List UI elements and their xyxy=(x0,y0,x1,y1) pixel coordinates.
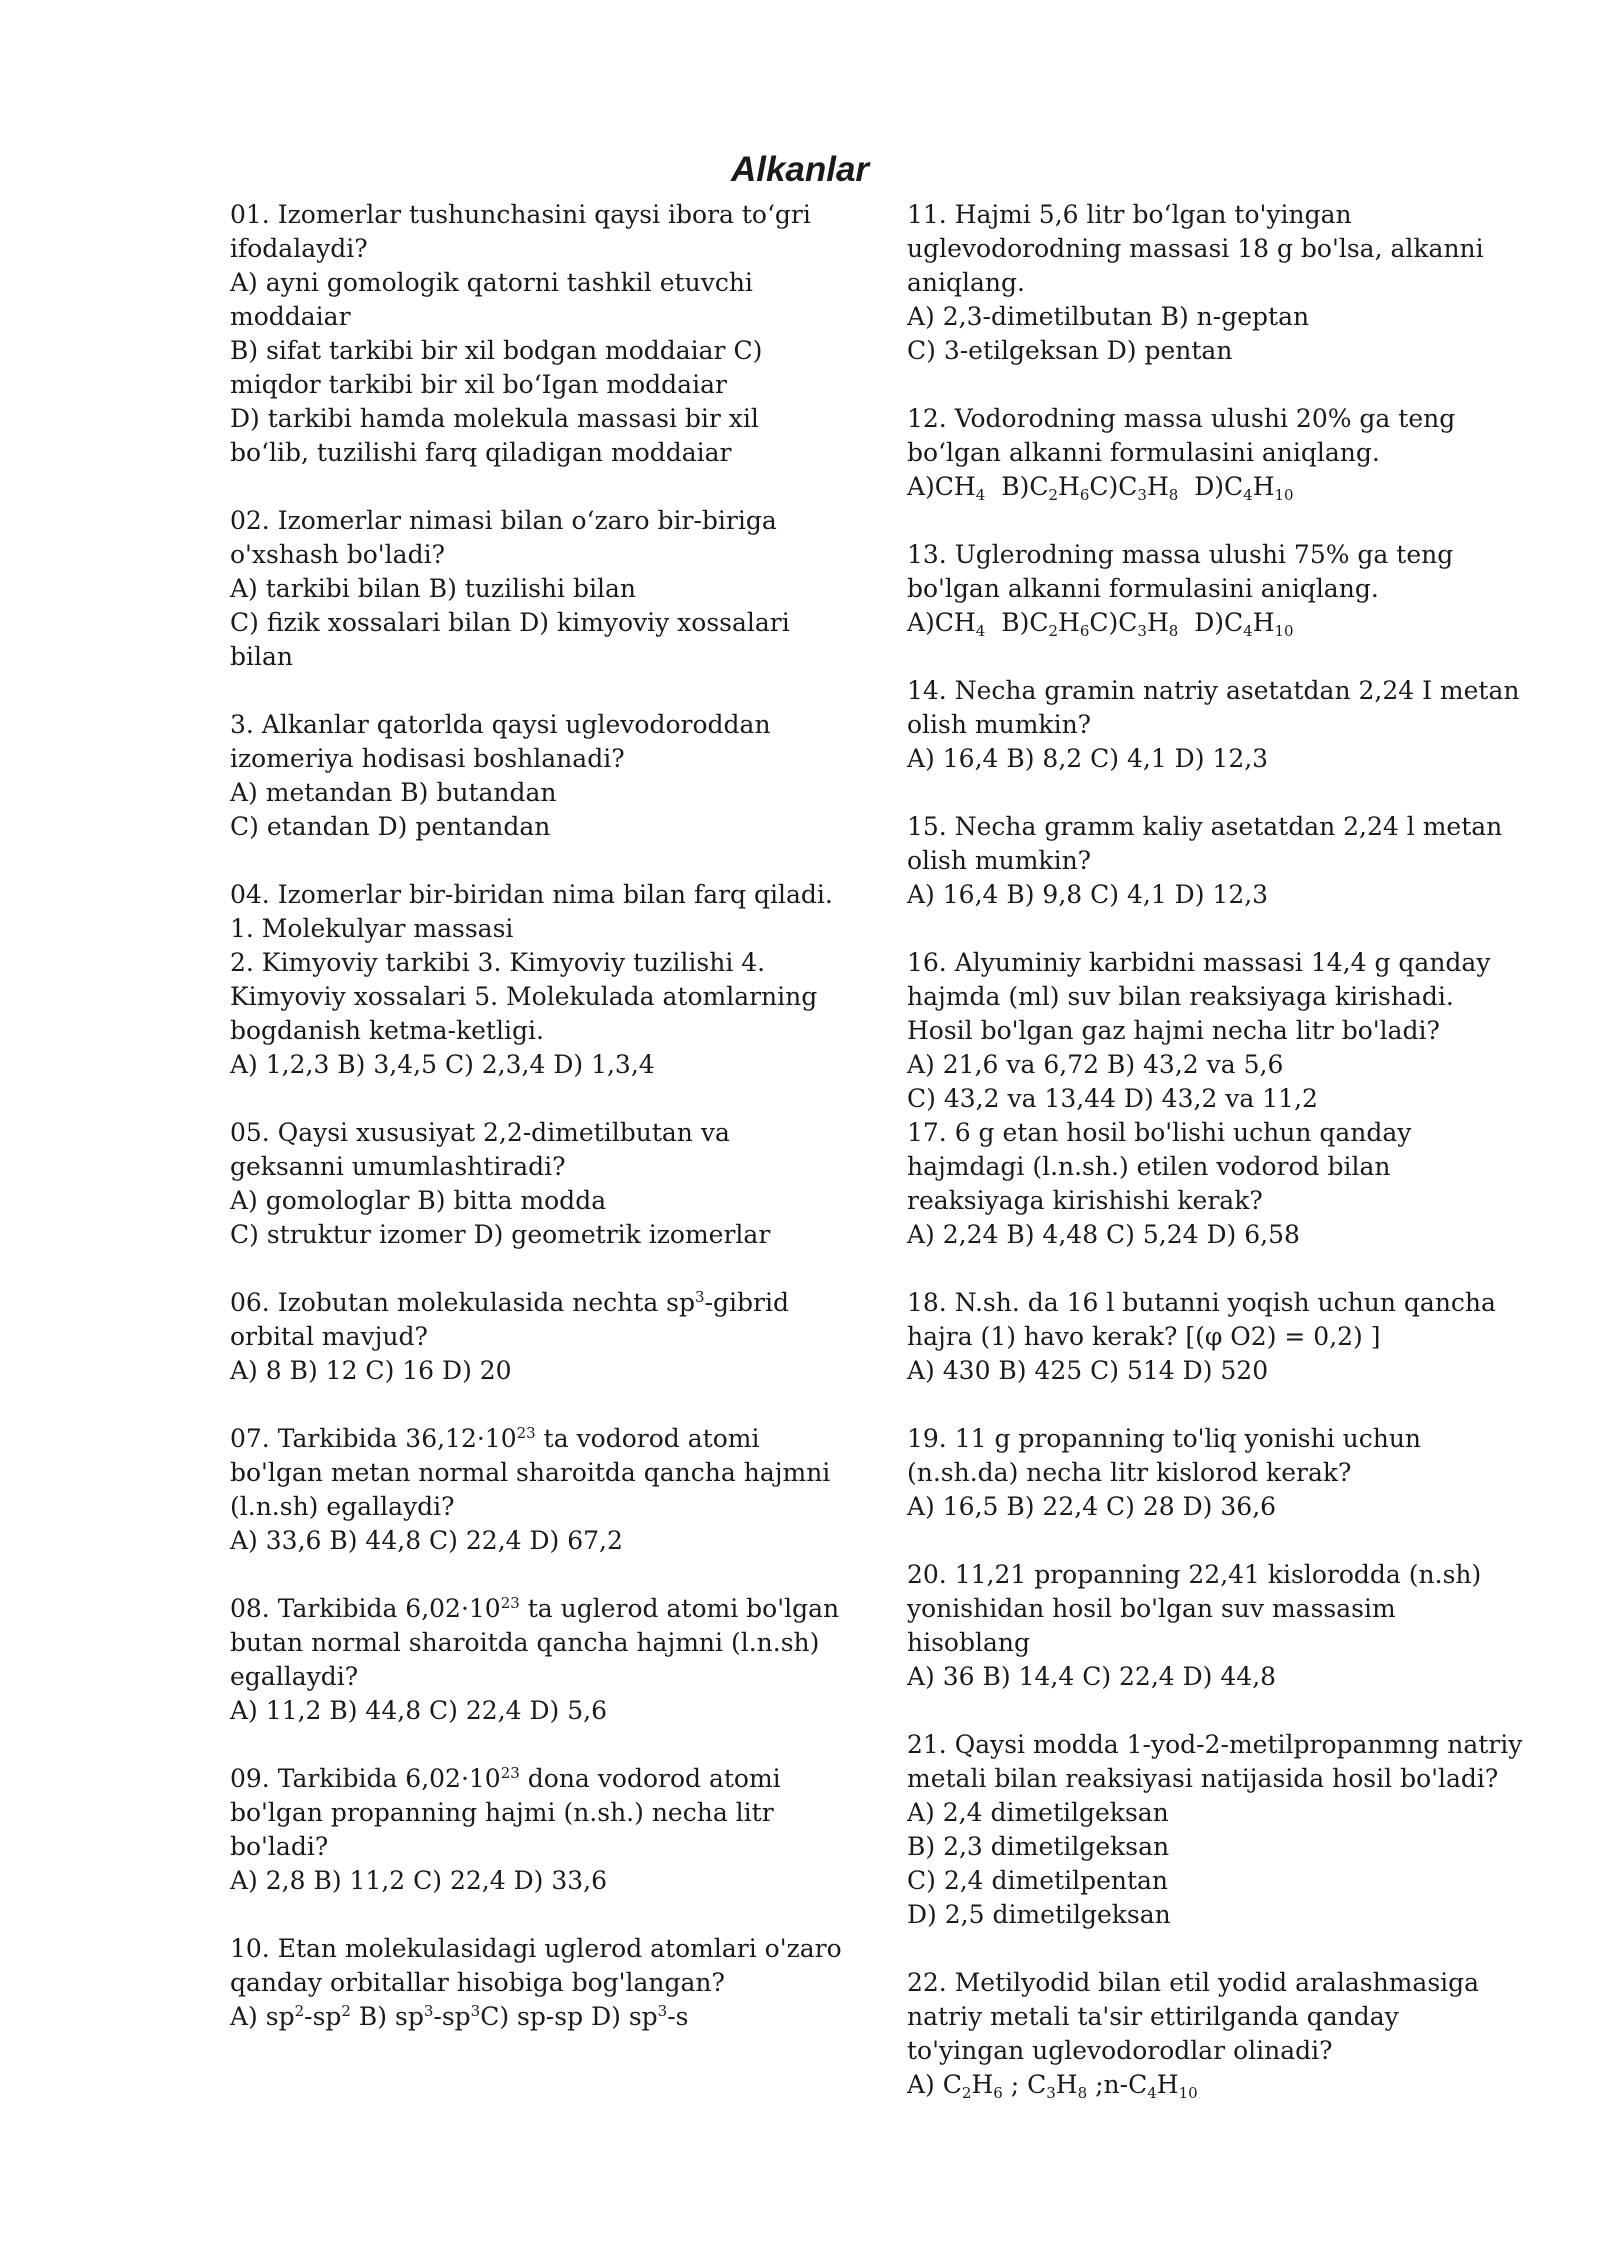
answer-option: A) ayni gomologik qatorni tashkil etuvchi xyxy=(230,268,753,297)
question-21 xyxy=(907,1728,1527,1932)
answer-option: bo‘lib, tuzilishi farq qiladigan moddaiar xyxy=(230,438,732,467)
question-text: bo'lgan alkanni formulasini aniqlang. xyxy=(907,574,1379,603)
question-05 xyxy=(230,1116,830,1252)
left-column xyxy=(230,198,842,2034)
question-text: aniqlang. xyxy=(907,268,1025,297)
answer-option: A) 16,4 B) 9,8 C) 4,1 D) 12,3 xyxy=(907,880,1269,909)
answer-option: C) fizik xossalari bilan D) kimyoviy xossalari xyxy=(230,608,790,637)
question-text: 06. Izobutan molekulasida nechta $sp^3$-gibrid xyxy=(230,1288,789,1317)
question-text: 19. 11 g propanning to'liq yonishi uchun xyxy=(907,1424,1422,1453)
question-text: izomeriya hodisasi boshlanadi? xyxy=(230,744,625,773)
question-text: 10. Etan molekulasidagi uglerod atomlari o'zaro xyxy=(230,1934,842,1963)
answer-option: D) tarkibi hamda molekula massasi bir xil xyxy=(230,404,759,433)
question-text: bogdanish ketma-ketligi. xyxy=(230,1016,544,1045)
question-09 xyxy=(230,1762,830,1898)
answer-option: A) 33,6 B) 44,8 C) 22,4 D) 67,2 xyxy=(230,1526,623,1555)
question-11 xyxy=(907,198,1527,368)
answer-option: A) metandan B) butandan xyxy=(230,778,557,807)
answer-option: A) 36 B) 14,4 C) 22,4 D) 44,8 xyxy=(907,1662,1277,1691)
question-text: 14. Necha gramin natriy asetatdan 2,24 I metan xyxy=(907,676,1520,705)
question-text: (l.n.sh) egallaydi? xyxy=(230,1492,455,1521)
question-text: olish mumkin? xyxy=(907,710,1092,739)
question-text: (n.sh.da) necha litr kislorod kerak? xyxy=(907,1458,1352,1487)
question-text: 16. Alyuminiy karbidni massasi 14,4 g qanday xyxy=(907,948,1491,977)
question-text: 17. 6 g etan hosil bo'lishi uchun qanday xyxy=(907,1118,1412,1147)
question-12 xyxy=(907,402,1527,504)
answer-option: A) gomologlar B) bitta modda xyxy=(230,1186,607,1215)
question-text: uglevodorodning massasi 18 g bo'lsa, alkanni xyxy=(907,234,1484,263)
question-text: 12. Vodorodning massa ulushi 20% ga teng xyxy=(907,404,1456,433)
answer-option: A) 2,3-dimetilbutan B) n-geptan xyxy=(907,302,1310,331)
answer-option: A) 2,8 B) 11,2 C) 22,4 D) 33,6 xyxy=(230,1866,607,1895)
question-14 xyxy=(907,674,1527,776)
question-text: 07. Tarkibida $36,12\cdot 10^{23}$ ta vodorod atomi xyxy=(230,1424,760,1453)
answer-option: A) $sp^2-sp^2$ B) $sp^3-sp^3C$) sp-sp D) $sp^3-s$ xyxy=(230,2002,689,2031)
question-02 xyxy=(230,504,830,674)
question-text: ifodalaydi? xyxy=(230,234,368,263)
question-22 xyxy=(907,1966,1527,2102)
question-19 xyxy=(907,1422,1527,1524)
page-title: Alkanlar xyxy=(730,150,870,189)
question-text: bo'ladi? xyxy=(230,1832,329,1861)
question-text: reaksiyaga kirishishi kerak? xyxy=(907,1186,1263,1215)
answer-option: C) etandan D) pentandan xyxy=(230,812,551,841)
answer-option: A) 430 B) 425 C) 514 D) 520 xyxy=(907,1356,1269,1385)
answer-option: moddaiar xyxy=(230,302,351,331)
right-column xyxy=(907,198,1527,2102)
question-03 xyxy=(230,708,830,844)
question-text: 21. Qaysi modda 1-yod-2-metilpropanmng natriy xyxy=(907,1730,1523,1759)
question-text: 05. Qaysi xususiyat 2,2-dimetilbutan va xyxy=(230,1118,730,1147)
answer-option: A) tarkibi bilan B) tuzilishi bilan xyxy=(230,574,636,603)
question-text: hajra (1) havo kerak? [(φ O2) = 0,2) ] xyxy=(907,1322,1381,1351)
question-text: olish mumkin? xyxy=(907,846,1092,875)
question-text: egallaydi? xyxy=(230,1662,359,1691)
question-text: 18. N.sh. da 16 l butanni yoqish uchun qancha xyxy=(907,1288,1496,1317)
question-text: 3. Alkanlar qatorlda qaysi uglevodoroddan xyxy=(230,710,771,739)
answer-option: C) 43,2 va 13,44 D) 43,2 va 11,2 xyxy=(907,1084,1318,1113)
question-06 xyxy=(230,1286,830,1388)
question-text: 09. Tarkibida $6,02\cdot 10^{23}$ dona vodorod atomi xyxy=(230,1764,781,1793)
question-10 xyxy=(230,1932,842,2034)
question-text: yonishidan hosil bo'lgan suv massasim xyxy=(907,1594,1396,1623)
question-08 xyxy=(230,1592,840,1728)
answer-option: B) 2,3 dimetilgeksan xyxy=(907,1832,1170,1861)
answer-option: C) struktur izomer D) geometrik izomerlar xyxy=(230,1220,771,1249)
question-text: butan normal sharoitda qancha hajmni (l.n.sh) xyxy=(230,1628,820,1657)
answer-option: A) 8 B) 12 C) 16 D) 20 xyxy=(230,1356,512,1385)
question-text: hajmdagi (l.n.sh.) etilen vodorod bilan xyxy=(907,1152,1391,1181)
question-text: 22. Metilyodid bilan etil yodid aralashmasiga xyxy=(907,1968,1480,1997)
answer-option: A) 11,2 B) 44,8 C) 22,4 D) 5,6 xyxy=(230,1696,607,1725)
question-16 xyxy=(907,946,1527,1116)
question-text: Hosil bo'lgan gaz hajmi necha litr bo'ladi? xyxy=(907,1016,1440,1045)
question-15 xyxy=(907,810,1527,912)
answer-option: C) 2,4 dimetilpentan xyxy=(907,1866,1169,1895)
question-text: 11. Hajmi 5,6 litr bo‘lgan to'yingan xyxy=(907,200,1352,229)
answer-option: A) $C_2H_6$ ; $C_3H_8$ $;n-C_4H_{10}$ xyxy=(907,2070,1198,2102)
question-text: bo'lgan propanning hajmi (n.sh.) necha litr xyxy=(230,1798,774,1827)
question-text: geksanni umumlashtiradi? xyxy=(230,1152,566,1181)
question-text: 01. Izomerlar tushunchasini qaysi ibora to‘gri xyxy=(230,200,811,229)
answer-option: A) 21,6 va 6,72 B) 43,2 va 5,6 xyxy=(907,1050,1284,1079)
question-01 xyxy=(230,198,830,470)
answer-option: $A)CH_4$ $B)C_2H_6C)C_3H_8$ $D)C_4H_{10}$ xyxy=(907,608,1294,640)
question-text: 04. Izomerlar bir-biridan nima bilan farq qiladi. xyxy=(230,880,833,909)
answer-option: A) 2,4 dimetilgeksan xyxy=(907,1798,1169,1827)
question-text: bo‘lgan alkanni formulasini aniqlang. xyxy=(907,438,1380,467)
question-text: 02. Izomerlar nimasi bilan o‘zaro bir-biriga xyxy=(230,506,777,535)
answer-option: A) 16,4 B) 8,2 C) 4,1 D) 12,3 xyxy=(907,744,1269,773)
question-text: orbital mavjud? xyxy=(230,1322,428,1351)
question-text: Kimyoviy xossalari 5. Molekulada atomlarning xyxy=(230,982,818,1011)
question-text: 2. Kimyoviy tarkibi 3. Kimyoviy tuzilishi 4. xyxy=(230,948,766,977)
question-20 xyxy=(907,1558,1527,1694)
question-text: 08. Tarkibida $6,02\cdot 10^{23}$ ta uglerod atomi bo'lgan xyxy=(230,1594,840,1623)
question-17 xyxy=(907,1116,1527,1252)
question-text: natriy metali ta'sir ettirilganda qanday xyxy=(907,2002,1399,2031)
answer-option: bilan xyxy=(230,642,294,671)
question-text: 20. 11,21 propanning 22,41 kislorodda (n.sh) xyxy=(907,1560,1482,1589)
question-text: qanday orbitallar hisobiga bog'langan? xyxy=(230,1968,725,1997)
question-04 xyxy=(230,878,833,1082)
question-text: bo'lgan metan normal sharoitda qancha hajmni xyxy=(230,1458,831,1487)
question-text: 1. Molekulyar massasi xyxy=(230,914,514,943)
answer-option: A) 16,5 B) 22,4 C) 28 D) 36,6 xyxy=(907,1492,1277,1521)
answer-option: B) sifat tarkibi bir xil bodgan moddaiar C) xyxy=(230,336,763,365)
answer-option: C) 3-etilgeksan D) pentan xyxy=(907,336,1233,365)
question-text: metali bilan reaksiyasi natijasida hosil bo'ladi? xyxy=(907,1764,1499,1793)
question-text: o'xshash bo'ladi? xyxy=(230,540,445,569)
question-07 xyxy=(230,1422,830,1558)
answer-option: D) 2,5 dimetilgeksan xyxy=(907,1900,1171,1929)
question-text: 13. Uglerodning massa ulushi 75% ga teng xyxy=(907,540,1454,569)
answer-option: A) 1,2,3 B) 3,4,5 C) 2,3,4 D) 1,3,4 xyxy=(230,1050,655,1079)
question-text: 15. Necha gramm kaliy asetatdan 2,24 l metan xyxy=(907,812,1503,841)
question-text: hisoblang xyxy=(907,1628,1030,1657)
answer-option: $A)CH_4$ $B)C_2H_6C)C_3H_8$ $D)C_4H_{10}$ xyxy=(907,472,1294,504)
question-text: hajmda (ml) suv bilan reaksiyaga kirishadi. xyxy=(907,982,1454,1011)
question-text: to'yingan uglevodorodlar olinadi? xyxy=(907,2036,1333,2065)
answer-option: A) 2,24 B) 4,48 C) 5,24 D) 6,58 xyxy=(907,1220,1300,1249)
question-18 xyxy=(907,1286,1527,1388)
answer-option: miqdor tarkibi bir xil bo‘Igan moddaiar xyxy=(230,370,727,399)
question-13 xyxy=(907,538,1527,640)
